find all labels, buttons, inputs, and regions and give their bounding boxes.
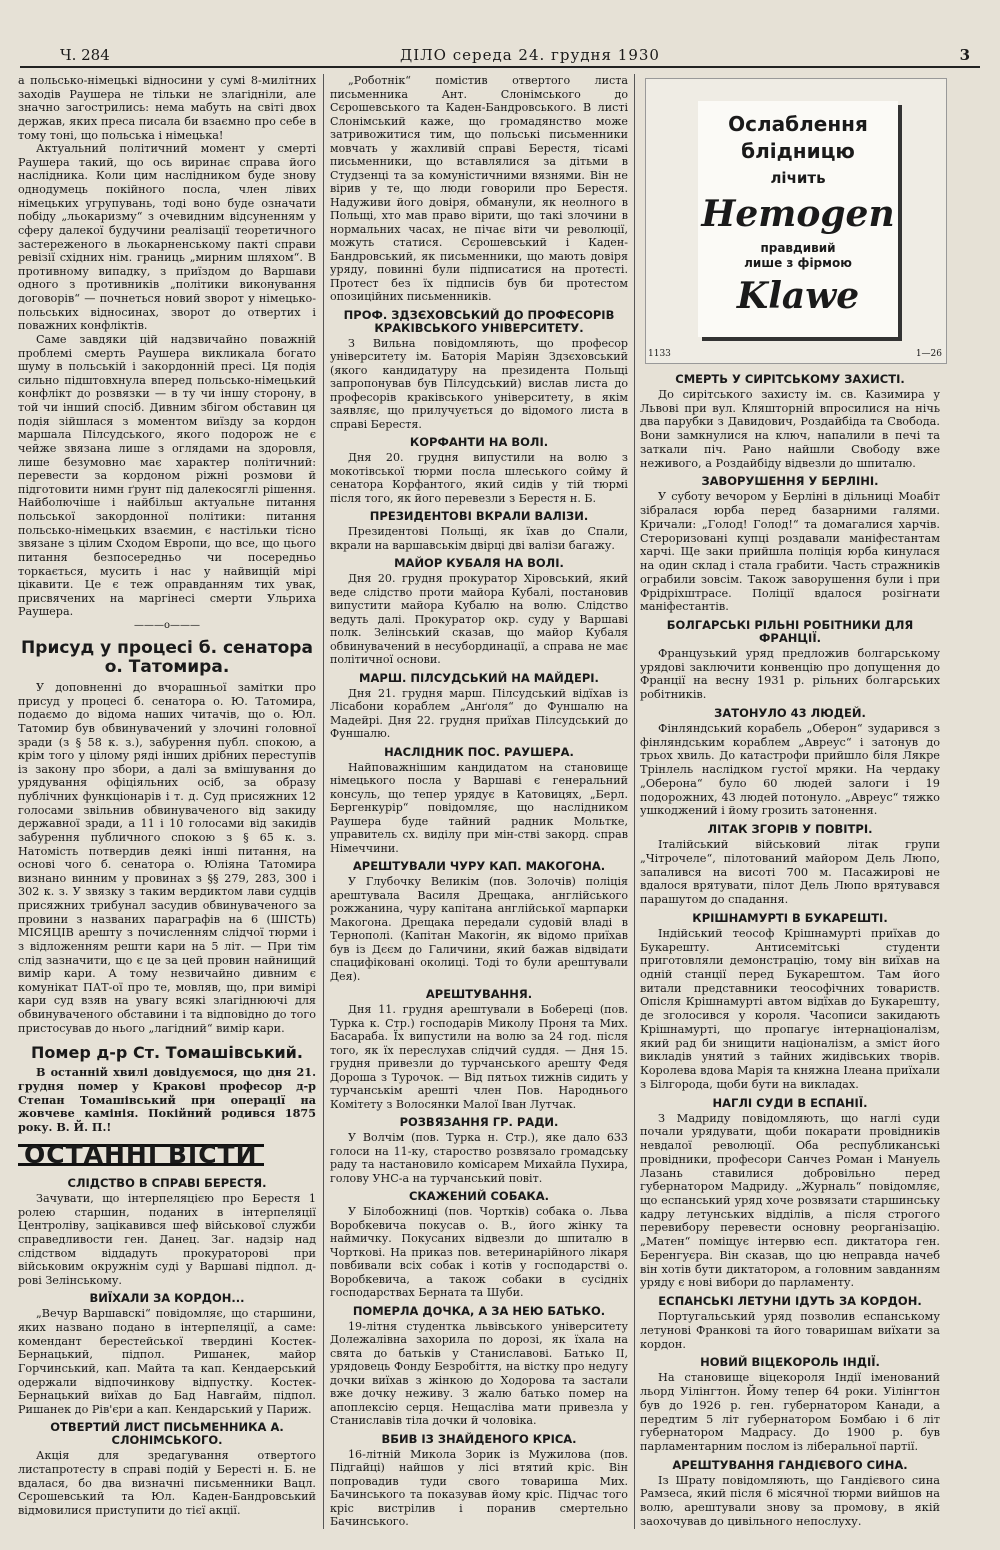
paragraph: Найповажнішим кандидатом на становище німецького посла у Варшаві є генеральний консуль, що тепер урядує в Катовицях, „Берл. Бергенкурір“ повідомляє, що наслідником Раушера буде тайний радник Мольтке, управитель сх. виділу при мін-стві закорд. справ Німеччини.	[330, 760, 628, 855]
headline: ОТВЕРТИЙ ЛИСТ ПИСЬМЕННИКА А. СЛОНІМСЬКОГО.	[50, 1420, 284, 1448]
headline: ВБИВ ІЗ ЗНАЙДЕНОГО КРІСА.	[381, 1431, 577, 1446]
divider: ———o———	[133, 620, 201, 631]
headline: ЗАВОРУШЕННЯ У БЕРЛІНІ.	[701, 474, 879, 489]
paragraph: 16-літній Микола Зорик із Мужилова (пов. Підгайці) найшов у лісі втятий кріс. Він попровадив туди свого товариша Мих. Бачинського та показував йому кріс. Підчас того кріс вистрілив і поранив смертельно Бачинського.	[330, 1447, 628, 1528]
headline: НАГЛІ СУДИ В ЕСПАНІЇ.	[712, 1095, 868, 1110]
headline: ПРЕЗИДЕНТОВІ ВКРАЛИ ВАЛІЗИ.	[369, 509, 589, 523]
masthead-date: ДІЛО середа 24. грудня 1930	[400, 46, 660, 64]
headline: Помер д-р Ст. Томашівський.	[31, 1043, 303, 1063]
paragraph: Дня 21. грудня марш. Пілсудський відїхав із Лісабони кораблем „Анґоля“ до Фуншалю на Мадейрі. Дня 22. грудня приїхав Пілсудський до Фуншалю.	[330, 686, 628, 740]
paragraph: Португальський уряд позволив еспанському летунові Франкові та його товаришам виїхати за кордон.	[640, 1310, 940, 1351]
paragraph: Фінляндський корабель „Оберон“ зударився з фінляндським кораблем „Авреус“ і затонув до трьох хвиль. До катастрофи прийшло біля Лякре Трінлель наслідком густої мряки. На чердаку „Оберона“ було 60 людей залоги і 19 подорожних, 43 людей потонуло. „Авреус“ тяжко ушкоджений і йому грозить затонення.	[640, 721, 940, 818]
ad-maker-logo: Klawe	[736, 275, 860, 317]
ad-brand-logo: Hemogen	[701, 193, 895, 235]
paragraph: З Вильна повідомляють, що професор університету ім. Баторія Маріян Здзєховський (якого кандидатуру на президента Польщі запропонував був Пілсудський) вислав листа до професорів краківського університету, в якім заявляє, що прилучується до відомого листа в справі Берестя.	[330, 336, 628, 431]
paragraph: У Глубочку Великім (пов. Золочів) поліція арештувала Василя Дрещака, англійського рожжанина, чуру капітана англійської марпарки Макогона. Дрещака передали судовій владі в Тернополі. (Капітан Макогін, як відомо приїхав був із Дєєм до Галичини, який бажав відвідати спацифіковані околиці. Тоді то були арештували Дея).	[330, 875, 628, 983]
page-number: Ч. 284	[60, 46, 110, 64]
paragraph: У Білобожниці (пов. Чортків) собака о. Льва Воробкевича покусав о. В., його жінку та наймичку. Покусаних відвезли до шпиталю в Чорткові. На приказ пов. ветеринарійного лікаря повбивали всіх собак і котів у господарстві о. Воробкевича, а також собаки в сусідніх господарствах Берната та Шуби.	[330, 1205, 628, 1299]
paragraph: Дня 20. грудня прокуратор Хіровський, який веде слідство проти майора Кубалі, постановив випустити майора Кубалю на волю. Слідство ведуть далі. Прокуратор окр. суду у Варшаві полк. Зелінський сказав, що майор Кубаля обвинувачений в несубординації, а справа не має політичної основи.	[330, 572, 628, 666]
paragraph: „Вечур Варшавскі“ повідомляє, що старшини, яких названо подано в інтерпеляції, а саме: комендант берестейської твердині Костек-Бернацький, підпол. Ришанек, майор Горчинський, кап. Майта та кап. Кендаерський одержали відпочинкову відпустку. Костек-Бернацький виїхав до Бад Навгайм, підпол. Ришанек до Рів'єри а кап. Кендарський у Париж.	[18, 1307, 316, 1416]
section-banner: ОСТАННІ ВІСТИ	[18, 1144, 264, 1166]
paragraph: З Мадриду повідомляють, що наглі суди почали урядувати, щоби покарати провідників невдалої революції. Оба республиканські провідники, професори Санчез Роман і Мануель Лазань ставилися добровільно перед губернатором Мадриду. „Журналь“ повідомляє, що еспанський уряд хоче розвязати старшинську кадру летунських відділів, а після строгого перевибору перевести основну реорганізацію. „Матен“ поміщує інтервю есп. диктатора ген. Беренгуєра. Він сказав, що цю неправда начеб він хотів бути диктатором, а головним завданням уряду є нові вибори до парламенту.	[640, 1111, 940, 1290]
paragraph: Акція для зредагування отвертого листапротесту в справі подій у Бересті н. Б. не вдалася, бо два визначні письменники Вацл. Сєрошевський та Юл. Каден-Бандровський відмовилися приступити до тієї акції.	[18, 1449, 316, 1517]
page-right-number: 3	[959, 46, 970, 64]
paragraph: Саме завдяки цій надзвичайно поважній проблемі смерть Раушера викликала богато шуму в польській і закордонній пресі. Ця подія сильно підштовхнула вперед польсько-німецький конфлікт до розвязки — в ту чи іншу сторону, в той чи інший спосіб. Дивним збігом обставин ця подія зійшлася з моментом виїзду за кордон маршала Пілсудського, якого подорож не є чейже звязана лише з оглядами на здоровля, лише безумовно має характер політичний: перевести за кордоном ріжні розмови й підготовити нимн ґрунт під далекосяглі рішення. Найболючіше і найбільш актуальне питання польської закордонної політики: питання польсько-німецьких взаємин, є настільки тісно звязане з цілим Сходом Европи, що все, що цього питання безпосередньо чи посередньо торкається, мусить і нас у найвищій мірі цікавити. Це є теж оправданням тих увак, присвячених на маргінесі смерти Ульриха Раушера.	[18, 332, 316, 619]
headline: ПОМЕРЛА ДОЧКА, А ЗА НЕЮ БАТЬКО.	[352, 1303, 606, 1318]
column-3	[640, 368, 940, 1529]
headline: АРЕШТУВАННЯ ГАНДІЄВОГО СИНА.	[672, 1457, 908, 1472]
ad-subtext	[698, 241, 898, 271]
headline: МАРШ. ПІЛСУДСЬКИЙ НА МАЙДЕРІ.	[359, 670, 599, 685]
ad-line: блідницю	[741, 139, 855, 163]
paragraph: „Роботнік“ помістив отвертого листа письменника Ант. Слонімського до Сєрошевського та Каден-Бандровського. В листі Слонімський каже, що громадянство може затривожитися тим, що польські письменники мовчать у жахливій справі Берестя, тісамі письменники, що вставлялися за дітьми в Студзенці та за комуністичними вязнями. Він не вірив у те, що люди говорили про Берестя. Надуживи його довіря, обманули, як неолного в Польщі, хто мав право вірити, що такі злочини в нормальних часах, не пічає віти чи революції, можуть статися. Сєрошевський і Каден-Бандровський, як письменники, що мають довіря уряду, повинні були підписатися на протесті. Протест без їх підписів був би протестом опозиційних письменників.	[330, 74, 628, 303]
column-rule	[323, 74, 324, 1529]
headline: НАСЛІДНИК ПОС. РАУШЕРА.	[384, 744, 574, 759]
paragraph: Французький уряд предложив болгарському урядові заключити конвенцію про допущення до Франції на весну 1931 р. рільних болгарських робітників.	[640, 647, 940, 702]
paragraph: Президентові Польщі, як їхав до Спали, вкрали на варшавськім двірці дві валізи багажу.	[330, 525, 628, 552]
paragraph: Італійський військовий літак групи „Чітрочеле“, пілотований майором Дель Люпо, запалився на висоті 700 м. Пасажирові не вдалося врятувати, пілот Дель Люпо врятувався парашутом до спадання.	[640, 838, 940, 907]
headline: НОВИЙ ВІЦЕКОРОЛЬ ІНДІЇ.	[700, 1355, 880, 1370]
advertisement	[645, 78, 947, 364]
headline: АРЕШТУВАННЯ.	[425, 987, 533, 1001]
ad-number: 1133	[648, 349, 671, 359]
paragraph: На становище віцекороля Індії іменований льорд Уілінгтон. Йому тепер 64 роки. Уілінгтон був до 1926 р. ген. губернатором Канади, а передтим 5 літ губернатором Бомбаю і 6 літ губернатором Мадрасу. До 1900 р. був парламентарним послом із ліберальної партії.	[640, 1371, 940, 1453]
paragraph: 19-літня студентка львівського університету Долежалівна захорила по дорозі, як їхала на свята до батьків у Станиславові. Батько ІІ, урядовець Фонду Безробіття, на вістку про недугу дочки виїхав з жінкою до Ходорова та застали вже дочку неживу. З жалю батько помер на апоплексію серця. Нещасліва мати привезла у Станиславів тіла дочки й чоловіка.	[330, 1319, 628, 1427]
headline: АРЕШТУВАЛИ ЧУРУ КАП. МАКОГОНА.	[352, 859, 606, 873]
ad-headline	[698, 111, 898, 192]
ad-line: лічить	[770, 169, 826, 187]
headline: ЗАТОНУЛО 43 ЛЮДЕЙ.	[714, 705, 866, 720]
paragraph: До сирітського захисту ім. св. Казимира у Львові при вул. Кляшторній впросилися на нічь два парубки з Давидович, Роздайбіда та Свобода. Вони замкнулися на ключ, напалили в печі та заткали піч. Рано найшли Свободу вже неживого, а Роздайбіду відвезли до шпиталю.	[640, 388, 940, 470]
ad-card	[698, 101, 898, 337]
paragraph: а польсько-німецькі відносини у сумі 8-милітних заходів Раушера не тільки не злагідніли, але значно загострились: нема мабуть на світі двох держав, яких преса писала би взаємно про себе в тому тоні, що польська і німецька!	[18, 74, 316, 142]
ad-number: 1—26	[915, 349, 942, 359]
paragraph: У суботу вечором у Берліні в дільниці Моабіт зібралася юрба перед базарними галями. Кричали: „Голод! Голод!“ та домагалися харчів. Стероризовані купці роздавали маніфестантам харчі. Ще заки прийшла поліція юрба кинулася на один склад і стала грабити. Часть стражників ограбили зовсім. Також заворушення були і при Фрідріхштрасе. Поліції вдалося розігнати маніфестантів.	[640, 490, 940, 614]
paragraph: Індійський теософ Крішнамурті приїхав до Букарешту. Антисемітські студенти приготовляли демонстрацію, тому він виїхав на одній станції перед Букарештом. Там його витали представники теософічних товариств. Опісля Крішнамурті автом відїхав до Букарешту, де зголосився у короля. Часописи закидають Крішнамурті, що пропагує інтернаціоналізм, який рад би знищити націоналізм, а зміст його викладів унятий з тайних жидівських творів. Королева вдова Марія та княжна Ілеана приїхали з Білгорода, щоби бути на викладах.	[640, 926, 940, 1091]
headline: СЛІДСТВО В СПРАВІ БЕРЕСТЯ.	[67, 1176, 267, 1190]
paragraph: Із Шрату повідомляють, що Гандієвого сина Рамзеса, який після 6 місячної тюрми вийшов на волю, арештували знову за промову, в якій заохочував до цивільного непослуху.	[640, 1473, 940, 1528]
headline: БОЛГАРСЬКІ РІЛЬНІ РОБІТНИКИ ДЛЯ ФРАНЦІЇ.	[666, 618, 914, 646]
headline: ВИЇХАЛИ ЗА КОРДОН...	[89, 1291, 245, 1306]
column-rule	[634, 74, 635, 1529]
paragraph: У Волчім (пов. Турка н. Стр.), яке дало 633 голоси на 11-ку, староство розвязало громадську раду та настановило комісарем Михайла Пухира, голову УНС-а на турчанський повіт.	[330, 1131, 628, 1185]
column-2	[330, 74, 628, 1529]
ad-line: лише з фірмою	[744, 256, 852, 270]
paragraph: Зачувати, що інтерпеляцією про Берестя 1 ролею старшин, поданих в інтерпеляції Центроліву, зацікавився шеф військової служби справедливости ген. Данец. Заг. надзір над слідством віддадуть прокураторові при військовим окружнім суді у Варшаві підпол. д-рові Зелінському.	[18, 1192, 316, 1287]
headline: СМЕРТЬ У СИРІТСЬКОМУ ЗАХИСТІ.	[675, 372, 905, 386]
headline: КРІШНАМУРТІ В БУКАРЕШТІ.	[692, 910, 888, 925]
headline: ЕСПАНСЬКІ ЛЕТУНИ ІДУТЬ ЗА КОРДОН.	[658, 1294, 922, 1309]
headline: СКАЖЕНИЙ СОБАКА.	[408, 1189, 550, 1203]
paragraph: У доповненні до вчорашньої замітки про присуд у процесі б. сенатора о. Ю. Татомира, подаємо до відома наших читачів, що о. Юл. Татомир був обвинувачений у злочині головної зради (з § 58 к. з.), забурення публ. спокою, а крім того у цілому ряді інших дрібних переступів із закону про збори, а далі за вмішування до урядування офіціяльних осіб, за образу публічних функціонарів і т. д. Суд присяжних 12 голосами звільнив обвинуваченого від закиду державної зради, а 11 і 10 голосами від закидів забурення публичного спокою з § 65 к. з. Натомість потвердив деякі інші питання, на основі чого б. сенатора о. Юліяна Татомира визнано винним у провинах з §§ 279, 283, 300 і 302 к. з. У звязку з таким вердиктом лави судців присяжних трибунал засудив обвинуваченого за провини з названих параграфів на 6 (ШІСТЬ) МІСЯЦІВ арешту з почисленням слідчої тюрми і з відложенням решти кари на 5 літ. — При тім слід зазначити, що є це за цей провин найнищий вимір кари. А тому незвичайно дивним є комунікат ПАТ-ої про те, мовляв, що, при вимірі кари суд взяв на увагу всякі злагіднюючі для обвинуваченого обставини і та відповідно до того пристосував до нього „лагідний“ вимір кари.	[18, 681, 316, 1035]
headline: Присуд у процесі б. сенатора о. Татомира.	[21, 638, 313, 677]
paragraph: Актуальний політичний момент у смерті Раушера такий, що ось виринає справа його наслідника. Коли цим наслідником буде знову однодумець покійного посла, член лівих німецьких угрупувань, тоді воно буде означати побіду „льокаризму“ з очевидним відсуненням у сферу далекої будучини реалізації теоретичного застереженого в льокарненському пакті справи ревізії східних нім. границь „мирним шляхом“. В противному випадку, з приїздом до Варшави одного з противників „політики виконування договорів“ — почнеться новий зворот у німецько-польських відносинах, зворот до отвертих і поважних конфліктів.	[18, 142, 316, 333]
page-header	[20, 46, 980, 68]
headline: КОРФАНТИ НА ВОЛІ.	[409, 435, 549, 449]
paragraph: Дня 11. грудня арештували в Бобереці (пов. Турка к. Стр.) господарів Миколу Проня та Мих. Басараба. Їх випустили на волю за 24 год. після того, як їх переслухав слідчий суддя. — Дня 15. грудня привезли до турчанського арешту Федя Дороша з Турочок. — Від пятьох тижнів сидить у турчанськім арешті член Пов. Народнього Комітету з Волосянки Малої Іван Лутчак.	[330, 1003, 628, 1111]
ad-line: Ослаблення	[728, 112, 868, 136]
headline: РОЗВЯЗАННЯ ГР. РАДИ.	[399, 1115, 559, 1129]
column-1	[18, 74, 316, 1518]
ad-line: правдивий	[760, 241, 836, 255]
headline: ПРОФ. ЗДЗЄХОВСЬКИЙ ДО ПРОФЕСОРІВ КРАКІВСЬКОГО УНІВЕРСИТЕТУ.	[343, 307, 615, 335]
paragraph: Дня 20. грудня випустили на волю з мокотівської тюрми посла шлеського сойму й сенатора Корфантого, який сидів у тій тюрмі після того, як його перевезли з Берестя н. Б.	[330, 451, 628, 505]
paragraph: В останній хвилі довідуємося, що дня 21. грудня помер у Кракові професор д-р Степан Томашівський при операції на жовчеве камінія. Покійний родився 1875 року. В. Й. П.!	[18, 1065, 316, 1134]
headline: МАЙОР КУБАЛЯ НА ВОЛІ.	[394, 556, 564, 570]
headline: ЛІТАК ЗГОРІВ У ПОВІТРІ.	[707, 822, 873, 837]
